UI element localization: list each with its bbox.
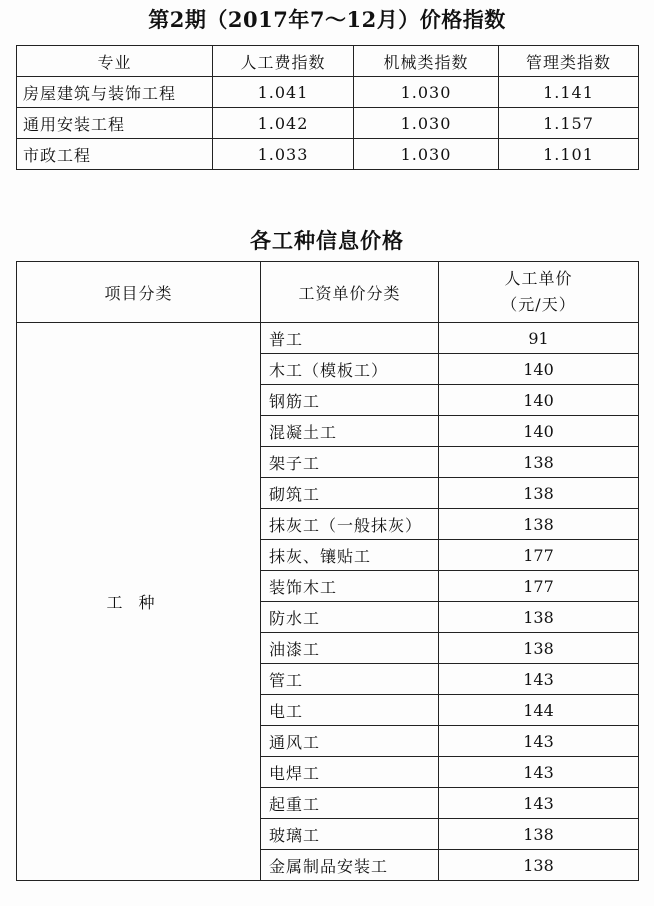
wage-category-cell: 通风工 xyxy=(261,726,439,757)
wage-category-cell: 抹灰、镶贴工 xyxy=(261,540,439,571)
wage-category-cell: 电焊工 xyxy=(261,757,439,788)
wage-category-cell: 起重工 xyxy=(261,788,439,819)
labor-index-cell: 1.041 xyxy=(213,77,354,108)
table-row xyxy=(17,108,639,139)
header-machinery-index: 机械类指数 xyxy=(354,46,499,77)
unit-price-cell: 91 xyxy=(439,323,639,354)
wage-category-cell: 玻璃工 xyxy=(261,819,439,850)
labor-index-cell: 1.033 xyxy=(213,139,354,170)
specialty-cell: 房屋建筑与装饰工程 xyxy=(17,77,213,108)
machinery-index-cell: 1.030 xyxy=(354,139,499,170)
unit-price-cell: 143 xyxy=(439,757,639,788)
header-specialty: 专业 xyxy=(17,46,213,77)
wage-category-cell: 电工 xyxy=(261,695,439,726)
wage-category-cell: 普工 xyxy=(261,323,439,354)
header-management-index: 管理类指数 xyxy=(499,46,639,77)
wage-header-row xyxy=(17,262,639,323)
management-index-cell: 1.141 xyxy=(499,77,639,108)
wage-category-cell: 木工（模板工） xyxy=(261,354,439,385)
unit-price-cell: 140 xyxy=(439,354,639,385)
wage-category-cell: 砌筑工 xyxy=(261,478,439,509)
management-index-cell: 1.157 xyxy=(499,108,639,139)
machinery-index-cell: 1.030 xyxy=(354,108,499,139)
wage-category-cell: 抹灰工（一般抹灰） xyxy=(261,509,439,540)
unit-price-cell: 138 xyxy=(439,633,639,664)
wage-category-cell: 钢筋工 xyxy=(261,385,439,416)
wage-category-cell: 混凝土工 xyxy=(261,416,439,447)
unit-price-cell: 143 xyxy=(439,788,639,819)
unit-price-cell: 143 xyxy=(439,726,639,757)
table-row xyxy=(17,139,639,170)
header-wage-category: 工资单价分类 xyxy=(261,262,439,323)
unit-price-cell: 138 xyxy=(439,478,639,509)
header-project-category: 项目分类 xyxy=(17,262,261,323)
wage-category-cell: 油漆工 xyxy=(261,633,439,664)
unit-price-cell: 138 xyxy=(439,819,639,850)
header-labor-index: 人工费指数 xyxy=(213,46,354,77)
machinery-index-cell: 1.030 xyxy=(354,77,499,108)
unit-price-cell: 140 xyxy=(439,385,639,416)
wage-price-table xyxy=(16,261,639,881)
wage-category-cell: 金属制品安装工 xyxy=(261,850,439,881)
unit-price-cell: 138 xyxy=(439,602,639,633)
header-price-line2: （元/天） xyxy=(501,295,576,314)
table-row xyxy=(17,323,639,354)
header-price-line1: 人工单价 xyxy=(504,269,573,288)
wage-table-body xyxy=(17,323,639,881)
wage-category-cell: 管工 xyxy=(261,664,439,695)
price-index-header-row xyxy=(17,46,639,77)
unit-price-cell: 138 xyxy=(439,509,639,540)
unit-price-cell: 138 xyxy=(439,850,639,881)
unit-price-cell: 177 xyxy=(439,540,639,571)
unit-price-cell: 177 xyxy=(439,571,639,602)
wage-price-title: 各工种信息价格 xyxy=(250,228,404,253)
specialty-cell: 市政工程 xyxy=(17,139,213,170)
unit-price-cell: 140 xyxy=(439,416,639,447)
header-labor-unit-price xyxy=(439,262,639,323)
unit-price-cell: 143 xyxy=(439,664,639,695)
unit-price-cell: 138 xyxy=(439,447,639,478)
unit-price-cell: 144 xyxy=(439,695,639,726)
wage-category-cell: 装饰木工 xyxy=(261,571,439,602)
table-row xyxy=(17,77,639,108)
labor-index-cell: 1.042 xyxy=(213,108,354,139)
wage-category-cell: 防水工 xyxy=(261,602,439,633)
management-index-cell: 1.101 xyxy=(499,139,639,170)
project-category-cell: 工种 xyxy=(17,323,261,881)
price-index-title: 第2期（2017年7～12月）价格指数 xyxy=(148,7,506,32)
specialty-cell: 通用安装工程 xyxy=(17,108,213,139)
price-index-table xyxy=(16,45,639,170)
wage-category-cell: 架子工 xyxy=(261,447,439,478)
